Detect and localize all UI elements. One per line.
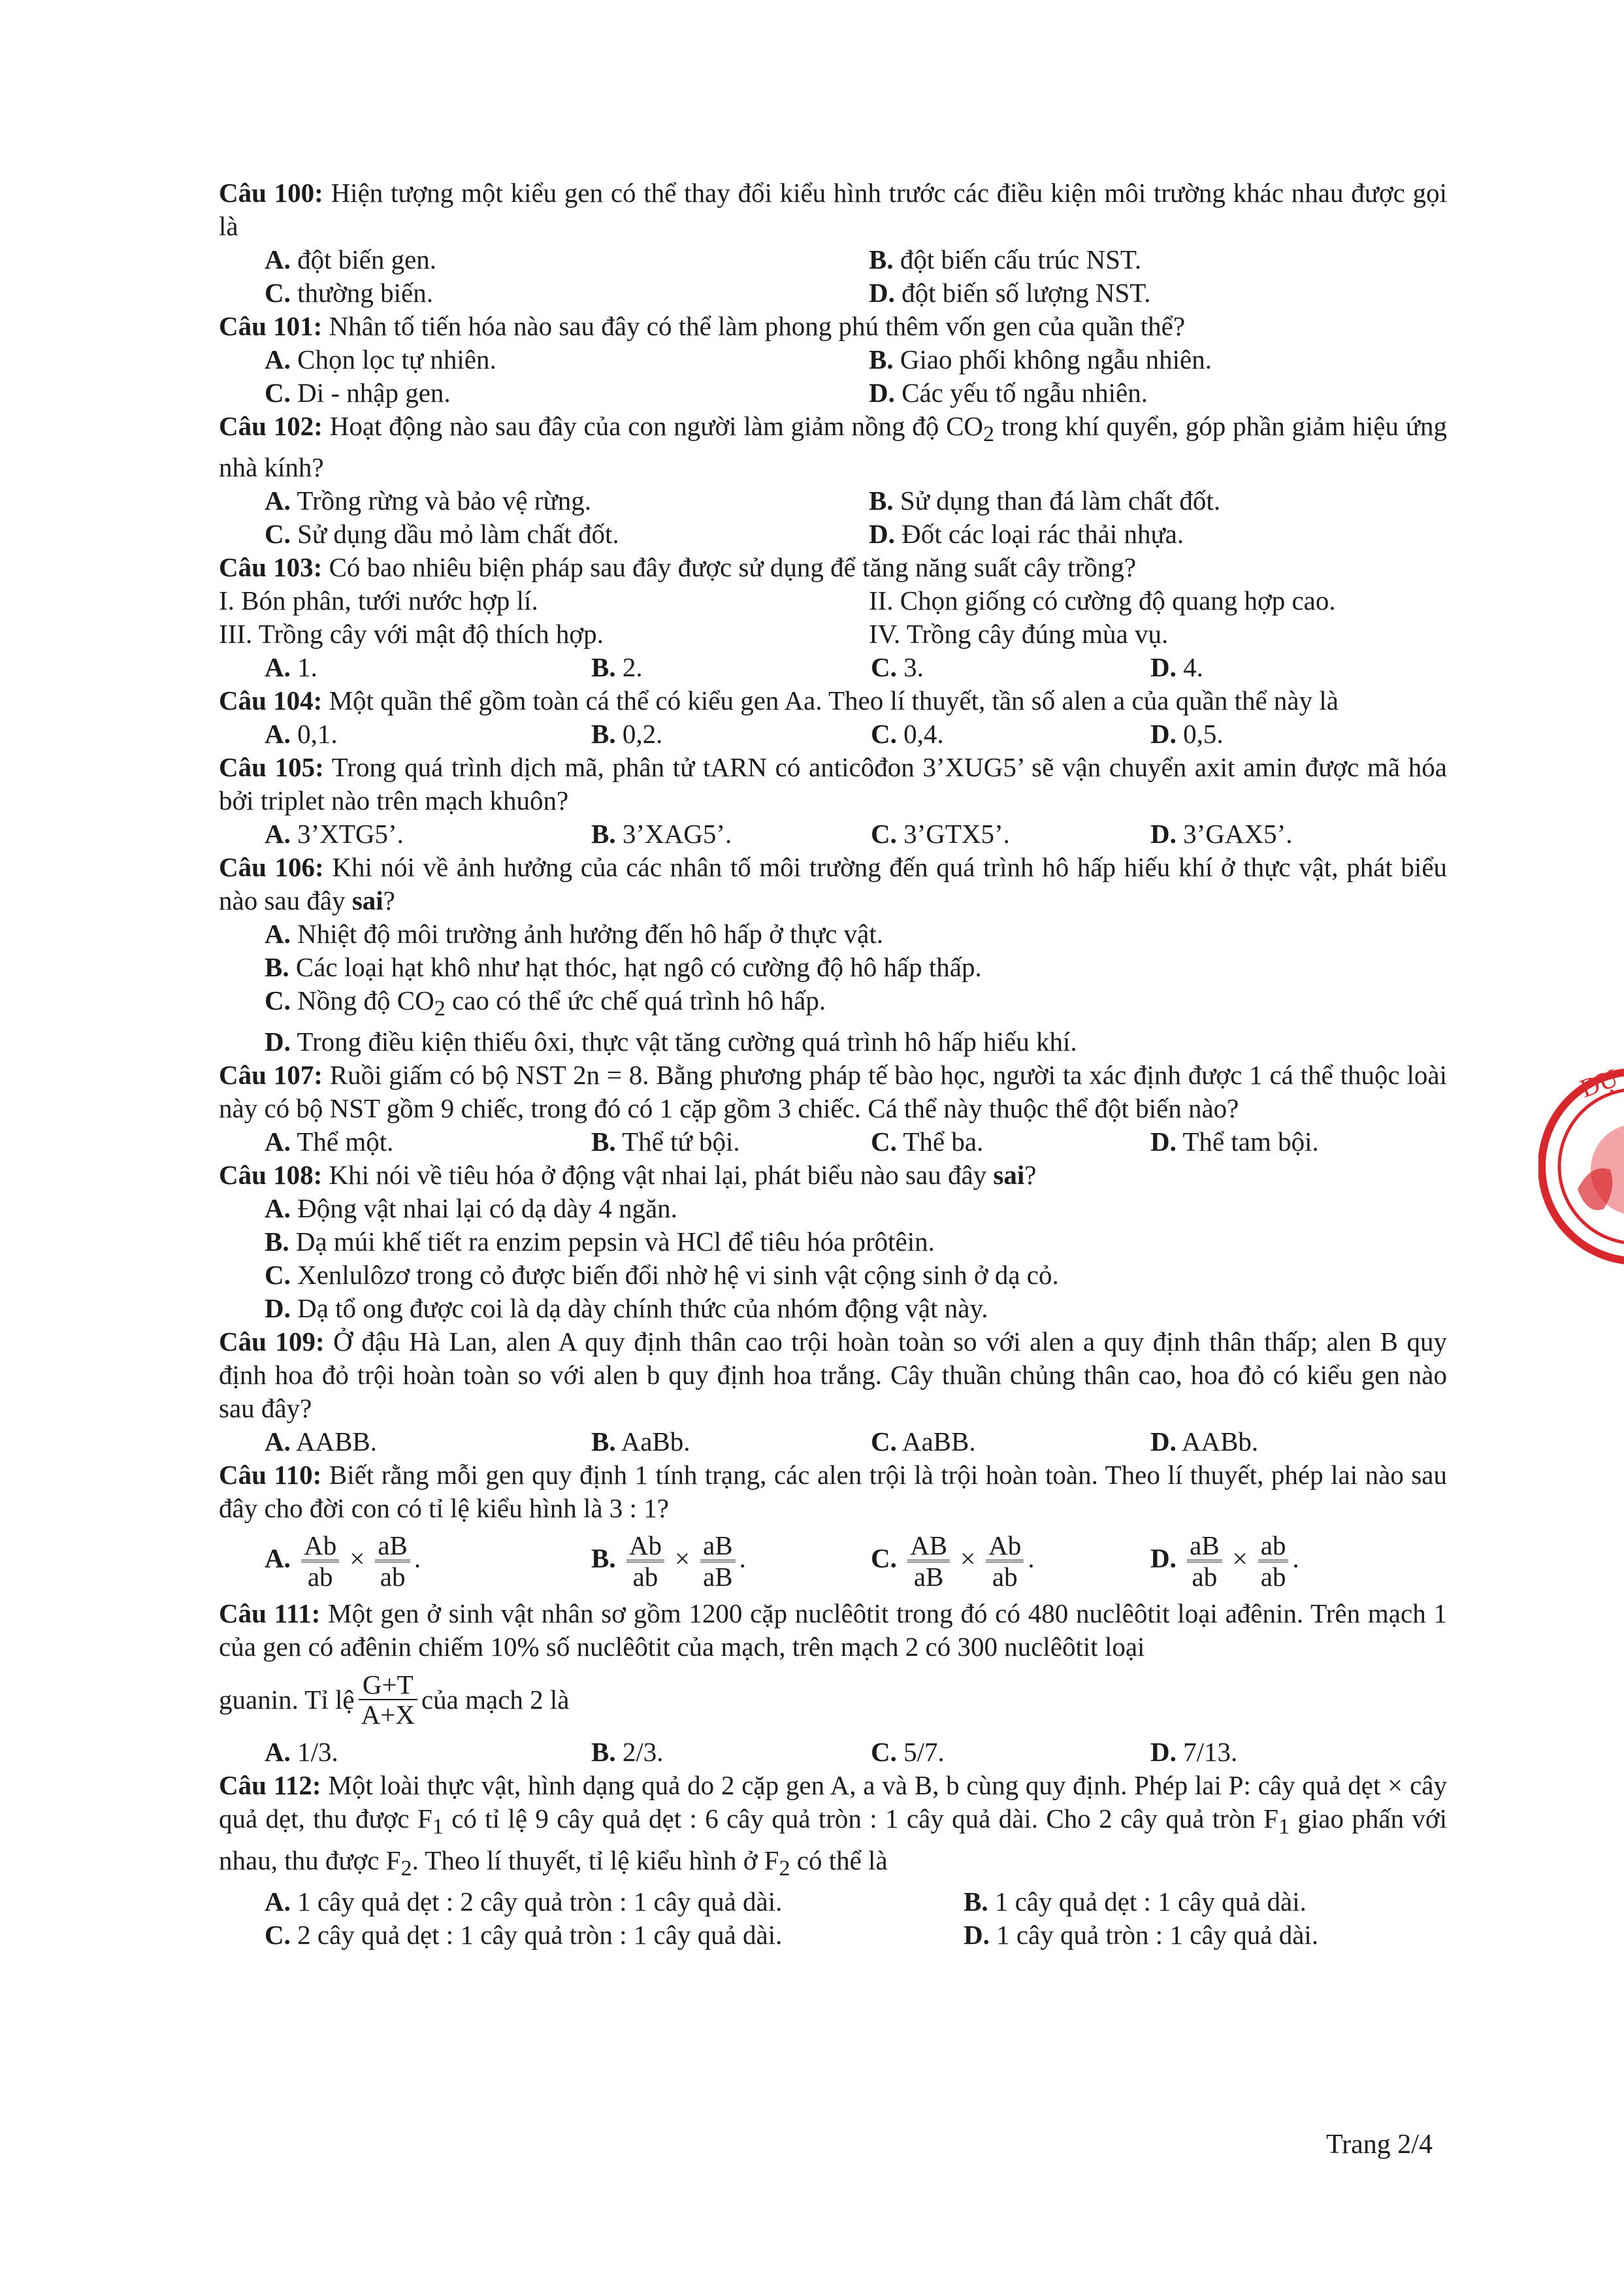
option-a: A. 1 cây quả dẹt : 2 cây quả tròn : 1 cây quả dài. (265, 1886, 783, 1917)
option-c: C. 0,4. (871, 719, 944, 749)
option-b: B. $\frac{Ab}{ab}$ × $\frac{aB}{aB}$ . (591, 1530, 746, 1592)
option-d: D. Dạ tổ ong được coi là dạ dày chính thức của nhóm động vật này. (265, 1293, 988, 1324)
question-label: Câu 103: (219, 552, 323, 583)
question-label: Câu 109: (219, 1326, 325, 1357)
question-101 (219, 310, 1447, 343)
option-d: D. đột biến số lượng NST. (869, 278, 1151, 308)
question-stem: Một gen ở sinh vật nhân sơ gồm 1200 cặp nuclêôtit trong đó có 480 nuclêôtit loại ađênin. Trên mạch 1 của gen có ađênin chiếm 10% số nuclêôtit của mạch, trên mạch 2 có 300 nuclêôtit loại (219, 1598, 1447, 1662)
question-label: Câu 102: (219, 411, 323, 441)
option-d: D. 3’GAX5’. (1150, 819, 1293, 849)
option-d: D. 4. (1150, 652, 1203, 683)
option-a: A. $\frac{Ab}{ab}$ × $\frac{aB}{ab}$ . (265, 1530, 421, 1592)
option-c: C. 3’GTX5’. (871, 819, 1010, 849)
option-b: B. 2. (591, 652, 643, 683)
ratio-line: guanin. Tỉ lệ $\frac{G+T}{A+X}$ của mạch 2 là (219, 1670, 570, 1730)
option-d: D. Các yếu tố ngẫu nhiên. (869, 378, 1148, 408)
statement: IV. Trồng cây đúng mùa vụ. (869, 619, 1169, 650)
question-102: Câu 102: Hoạt động nào sau đây của con người làm giảm nồng độ $CO_2$ trong khí quyển, góp phần giảm hiệu ứng nhà kính? (219, 411, 1448, 483)
option-b: B. Dạ múi khế tiết ra enzim pepsin và HCl để tiêu hóa prôtêin. (265, 1226, 935, 1257)
question-stem: Ở đậu Hà Lan, alen A quy định thân cao trội hoàn toàn so với alen a quy định thân thấp; alen B quy định hoa đỏ trội hoàn toàn so với alen b quy định hoa trắng. Cây thuần chủng thân cao, hoa đỏ có kiểu gen nào sau đây? (219, 1326, 1447, 1424)
option-b: B. đột biến cấu trúc NST. (869, 244, 1142, 274)
option-d: D. Trong điều kiện thiếu ôxi, thực vật tăng cường quá trình hô hấp hiếu khí. (265, 1027, 1077, 1057)
statement: I. Bón phân, tưới nước hợp lí. (219, 585, 538, 616)
option-d: D. Đốt các loại rác thải nhựa. (869, 519, 1184, 550)
option-b: B. 1 cây quả dẹt : 1 cây quả dài. (964, 1886, 1307, 1917)
statement: II. Chọn giống có cường độ quang hợp cao. (869, 585, 1336, 616)
option-a: A. Trồng rừng và bảo vệ rừng. (265, 485, 591, 516)
question-107 (219, 1059, 1447, 1125)
option-a: A. 3’XTG5’. (265, 819, 404, 849)
seal-text: DỤ (1576, 1062, 1622, 1104)
question-stem: Trong quá trình dịch mã, phân tử tARN có anticôđon 3’XUG5’ sẽ vận chuyển axit amin được mã hóa bởi triplet nào trên mạch khuôn? (219, 752, 1447, 816)
options (219, 1425, 1447, 1458)
question-112: Câu 112: Một loài thực vật, hình dạng quả do 2 cặp gen A, a và B, b cùng quy định. Phép lai P: cây quả dẹt × cây quả dẹt, thu được $F_1$ có tỉ lệ 9 cây quả dẹt : 6 cây quả tròn : 1 cây quả dài. Cho 2 cây quả tròn $F_1$ giao phấn với nhau, thu được $F_2$. Theo lí thuyết, tỉ lệ kiểu hình ở $F_2$ có thể là (219, 1770, 1447, 1881)
cross-options (219, 1525, 1447, 1597)
option-d: D. Thể tam bội. (1150, 1127, 1319, 1157)
question-104 (219, 684, 1447, 717)
option-b: B. 0,2. (591, 719, 663, 749)
official-seal (1538, 1026, 1624, 1313)
question-110 (219, 1458, 1447, 1525)
question-label: Câu 100: (219, 178, 323, 208)
option-d: D. 1 cây quả tròn : 1 cây quả dài. (964, 1919, 1319, 1950)
question-stem: Biết rằng mỗi gen quy định 1 tính trạng, các alen trội là trội hoàn toàn. Theo lí thuyết, phép lai nào sau đây cho đời con có tỉ lệ kiểu hình là 3 : 1? (219, 1460, 1448, 1524)
question-106: Câu 106: Khi nói về ảnh hưởng của các nhân tố môi trường đến quá trình hô hấp hiếu khí ở thực vật, phát biểu nào sau đây sai? (219, 852, 1448, 916)
option-a: A. AABB. (265, 1426, 378, 1457)
options (219, 1885, 1447, 1952)
page-number: Trang 2/4 (1326, 2130, 1433, 2160)
option-d: D. AABb. (1150, 1426, 1259, 1457)
question-103 (219, 551, 1447, 584)
question-label: Câu 101: (219, 311, 323, 341)
question-label: Câu 105: (219, 752, 324, 783)
option-c: C. Xenlulôzơ trong cỏ được biến đổi nhờ hệ vi sinh vật cộng sinh ở dạ cỏ. (265, 1260, 1059, 1291)
option-d: D. $\frac{aB}{ab}$ × $\frac{ab}{ab}$ . (1150, 1530, 1299, 1592)
option-b: B. Sử dụng than đá làm chất đốt. (869, 485, 1221, 516)
question-label: Câu 112: (219, 1770, 321, 1801)
option-b: B. 2/3. (591, 1737, 664, 1768)
question-label: Câu 108: (219, 1160, 323, 1191)
option-c: C. Thể ba. (871, 1127, 984, 1157)
option-d: D. 0,5. (1150, 719, 1224, 749)
question-108: Câu 108: Khi nói về tiêu hóa ở động vật nhai lại, phát biểu nào sau đây sai? (219, 1160, 1037, 1191)
option-a: A. Động vật nhai lại có dạ dày 4 ngăn. (265, 1193, 677, 1224)
options (219, 1192, 1447, 1325)
option-c: C. 5/7. (871, 1737, 945, 1768)
options (219, 243, 1447, 310)
option-c: C. Nồng độ $CO_2$ cao có thể ức chế quá trình hô hấp. (265, 985, 826, 1021)
option-b: B. AaBb. (591, 1426, 690, 1457)
option-c: C. Di - nhập gen. (265, 378, 451, 408)
option-c: C. 3. (871, 652, 924, 683)
option-c: C. AaBB. (871, 1426, 976, 1457)
option-a: A. Chọn lọc tự nhiên. (265, 344, 496, 374)
options (219, 343, 1447, 410)
question-label: Câu 111: (219, 1598, 321, 1629)
statements (219, 584, 1447, 651)
option-a: A. 0,1. (265, 719, 338, 749)
options (219, 651, 1447, 684)
option-a: A. Thể một. (265, 1127, 394, 1157)
options (219, 717, 1447, 751)
question-label: Câu 104: (219, 685, 323, 716)
option-a: A. 1. (265, 652, 317, 683)
option-b: B. Thể tứ bội. (591, 1127, 740, 1157)
options (219, 1125, 1447, 1159)
question-label: Câu 110: (219, 1460, 322, 1490)
option-a: A. đột biến gen. (265, 244, 437, 274)
question-list (219, 176, 1447, 1952)
option-d: D. 7/13. (1150, 1737, 1238, 1768)
question-stem: Một quần thể gồm toàn cá thể có kiểu gen Aa. Theo lí thuyết, tần số alen a của quần thể này là (329, 685, 1339, 716)
ratio-fraction: $\frac{G+T}{A+X}$ (359, 1670, 417, 1729)
option-c: C. $\frac{AB}{aB}$ × $\frac{Ab}{ab}$ . (871, 1530, 1035, 1592)
question-109 (219, 1325, 1447, 1425)
question-stem: Hiện tượng một kiểu gen có thể thay đổi kiểu hình trước các điều kiện môi trường khác nhau được gọi là (219, 178, 1447, 241)
statement: III. Trồng cây với mật độ thích hợp. (219, 619, 604, 650)
option-a: A. 1/3. (265, 1737, 338, 1768)
question-stem: Ruồi giấm có bộ NST 2n = 8. Bằng phương pháp tế bào học, người ta xác định được 1 cá thể thuộc loài này có bộ NST gồm 9 chiếc, trong đó có 1 cặp gồm 3 chiếc. Cá thể này thuộc thể đột biến nào? (219, 1060, 1447, 1124)
question-111 (219, 1597, 1447, 1664)
question-105 (219, 751, 1447, 817)
question-label: Câu 106: (219, 852, 324, 883)
options (219, 484, 1447, 551)
question-label: Câu 107: (219, 1060, 323, 1091)
option-a: A. Nhiệt độ môi trường ảnh hưởng đến hô hấp ở thực vật. (265, 919, 884, 949)
question-stem: Nhân tố tiến hóa nào sau đây có thể làm phong phú thêm vốn gen của quần thể? (329, 311, 1186, 341)
options (219, 917, 1447, 1059)
option-b: B. Các loại hạt khô như hạt thóc, hạt ngô có cường độ hô hấp thấp. (265, 952, 982, 983)
option-b: B. 3’XAG5’. (591, 819, 732, 849)
option-b: B. Giao phối không ngẫu nhiên. (869, 344, 1212, 374)
option-c: C. thường biến. (265, 278, 433, 308)
options (219, 817, 1447, 851)
question-stem: Có bao nhiêu biện pháp sau đây được sử dụng để tăng năng suất cây trồng? (329, 552, 1137, 583)
options (219, 1736, 1447, 1769)
option-c: C. 2 cây quả dẹt : 1 cây quả tròn : 1 cây quả dài. (265, 1919, 783, 1950)
question-100 (219, 176, 1447, 243)
option-c: C. Sử dụng dầu mỏ làm chất đốt. (265, 519, 619, 550)
